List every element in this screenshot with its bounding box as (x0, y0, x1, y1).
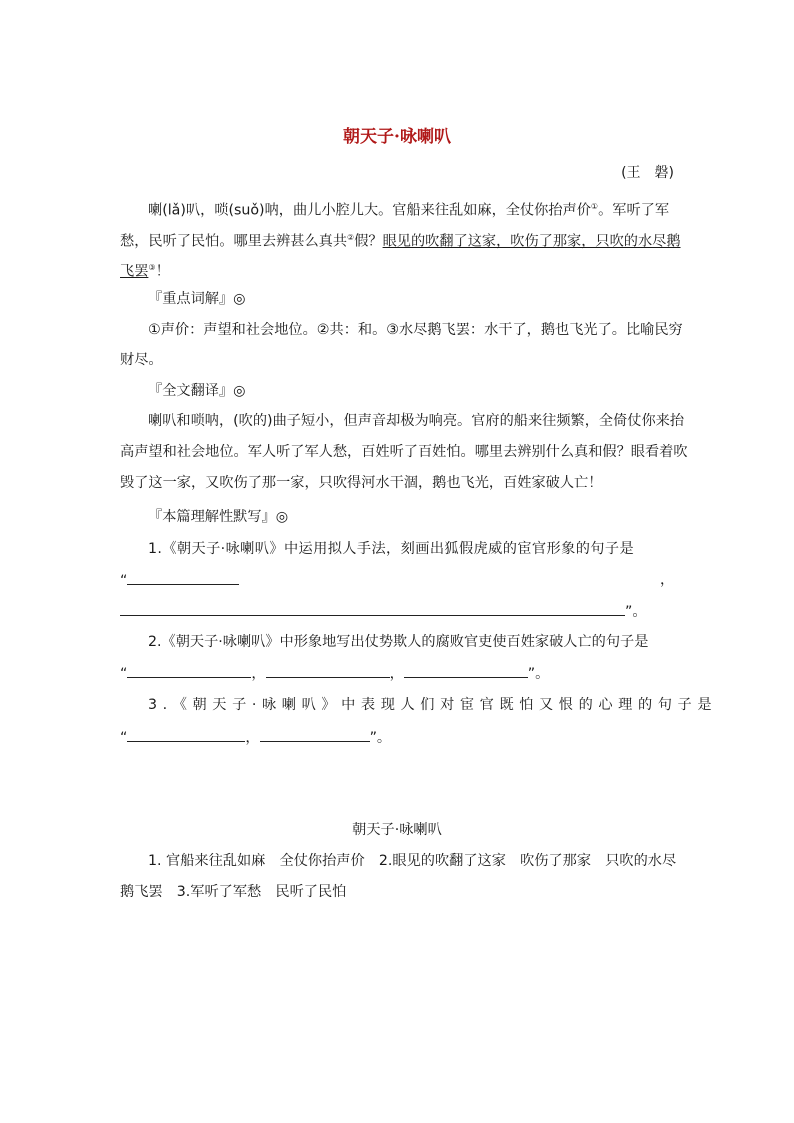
close-quote: ”。 (625, 604, 647, 620)
answer-blank[interactable] (127, 727, 245, 742)
answer-blank[interactable] (260, 727, 370, 742)
question-2-answers (120, 663, 549, 684)
question-3: 3.《朝天子·咏喇叭》中表现人们对宦官既怕又恨的心理的句子是 (148, 697, 718, 713)
author-line: (王 磐) (621, 165, 674, 181)
poem-line-2 (120, 228, 681, 252)
poem-line-1 (148, 197, 669, 221)
separator: ， (245, 730, 260, 746)
underlined-poem-text: 飞罢 (120, 263, 149, 280)
question-2: 2.《朝天子·咏喇叭》中形象地写出仗势欺人的腐败官吏使百姓家破人亡的句子是 (148, 634, 649, 650)
question-1-answer-line-2 (120, 601, 647, 622)
poem-text: 喇(lǎ)叭，唢(suǒ)呐，曲儿小腔儿大。官船来往乱如麻，全仗你抬声价 (148, 202, 591, 219)
underlined-poem-text: 眼见的吹翻了这家，吹伤了那家，只吹的水尽鹅 (382, 233, 681, 250)
exercise-heading: 『本篇理解性默写』◎ (148, 509, 289, 525)
question-1: 1.《朝天子·咏喇叭》中运用拟人手法，刻画出狐假虎威的宦官形象的句子是 (148, 541, 635, 557)
footnote-marker: ② (347, 233, 355, 242)
answer-blank[interactable] (266, 663, 390, 678)
footnote-marker: ③ (148, 263, 156, 272)
answer-blank[interactable] (127, 663, 251, 678)
poem-text: 。军听了军 (598, 202, 670, 219)
question-3-answers (120, 727, 391, 748)
poem-text: ！ (155, 263, 170, 280)
open-quote: “ (120, 730, 128, 746)
answer-key-title: 朝天子·咏喇叭 (352, 822, 442, 838)
translation-heading: 『全文翻译』◎ (148, 383, 246, 399)
translation-line: 喇叭和唢呐，(吹的)曲子短小，但声音却极为响亮。官府的船来往频繁，全倚仗你来抬 (148, 413, 685, 429)
answer-key-line: 1. 官船来往乱如麻 全仗你抬声价 2.眼见的吹翻了这家 吹伤了那家 只吹的水尽 (148, 853, 677, 869)
page-title: 朝天子·咏喇叭 (343, 127, 451, 147)
close-quote: ”。 (369, 730, 392, 746)
separator: ， (389, 666, 404, 682)
poem-line-3 (120, 258, 170, 282)
notes-heading: 『重点词解』◎ (148, 291, 246, 307)
question-1-answer-line-1 (120, 570, 239, 591)
question-1-comma: ， (660, 572, 675, 588)
open-quote: “ (120, 666, 128, 682)
close-quote: ”。 (527, 666, 550, 682)
answer-blank[interactable] (404, 663, 528, 678)
notes-line: ①声价：声望和社会地位。②共：和。③水尽鹅飞罢：水干了，鹅也飞光了。比喻民穷 (148, 322, 683, 338)
answer-blank[interactable] (120, 601, 625, 616)
answer-key-line: 鹅飞罢 3.军听了军愁 民听了民怕 (120, 884, 347, 900)
separator: ， (251, 666, 266, 682)
answer-blank[interactable] (127, 570, 239, 585)
footnote-marker: ① (590, 202, 599, 211)
open-quote: “ (120, 573, 128, 589)
notes-line: 财尽。 (120, 352, 163, 368)
translation-line: 毁了这一家，又吹伤了那一家，只吹得河水干涸，鹅也飞光，百姓家破人亡！ (120, 475, 603, 491)
poem-text: 愁，民听了民怕。哪里去辨甚么真共 (120, 233, 348, 250)
translation-line: 高声望和社会地位。军人听了军人愁，百姓听了百姓怕。哪里去辨别什么真和假？眼看着吹 (120, 444, 688, 460)
poem-text: 假？ (354, 233, 383, 250)
